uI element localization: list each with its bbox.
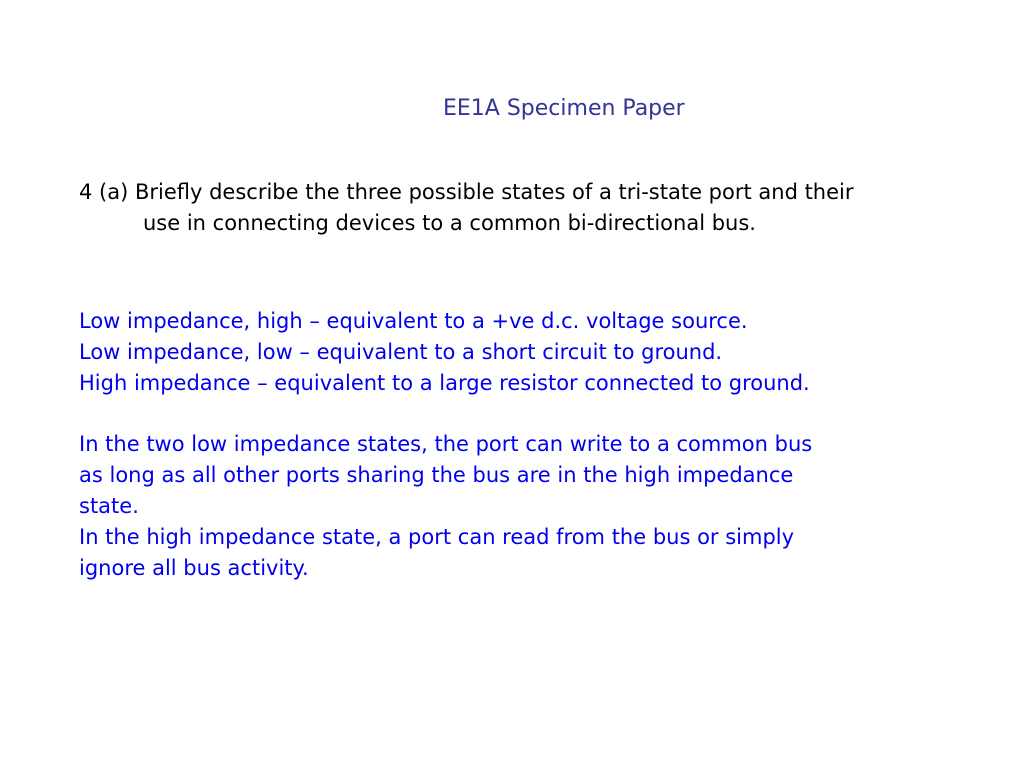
question-text: [79, 177, 949, 239]
question-line: 4 (a) Briefly describe the three possible states of a tri-state port and their: [79, 180, 854, 204]
question-line: use in connecting devices to a common bi-directional bus.: [143, 211, 756, 235]
explanation-line: In the two low impedance states, the port can write to a common bus: [79, 432, 813, 456]
answer-text: [79, 306, 959, 584]
state-high-line: Low impedance, high – equivalent to a +ve d.c. voltage source.: [79, 309, 748, 333]
slide-title: EE1A Specimen Paper: [443, 96, 685, 121]
state-low-line: Low impedance, low – equivalent to a short circuit to ground.: [79, 340, 723, 364]
explanation-line: In the high impedance state, a port can read from the bus or simply: [79, 525, 795, 549]
explanation-line: ignore all bus activity.: [79, 556, 309, 580]
state-high-impedance-line: High impedance – equivalent to a large resistor connected to ground.: [79, 371, 810, 395]
explanation-line: state.: [79, 494, 139, 518]
explanation-line: as long as all other ports sharing the bus are in the high impedance: [79, 463, 794, 487]
paragraph-gap: [79, 399, 959, 429]
